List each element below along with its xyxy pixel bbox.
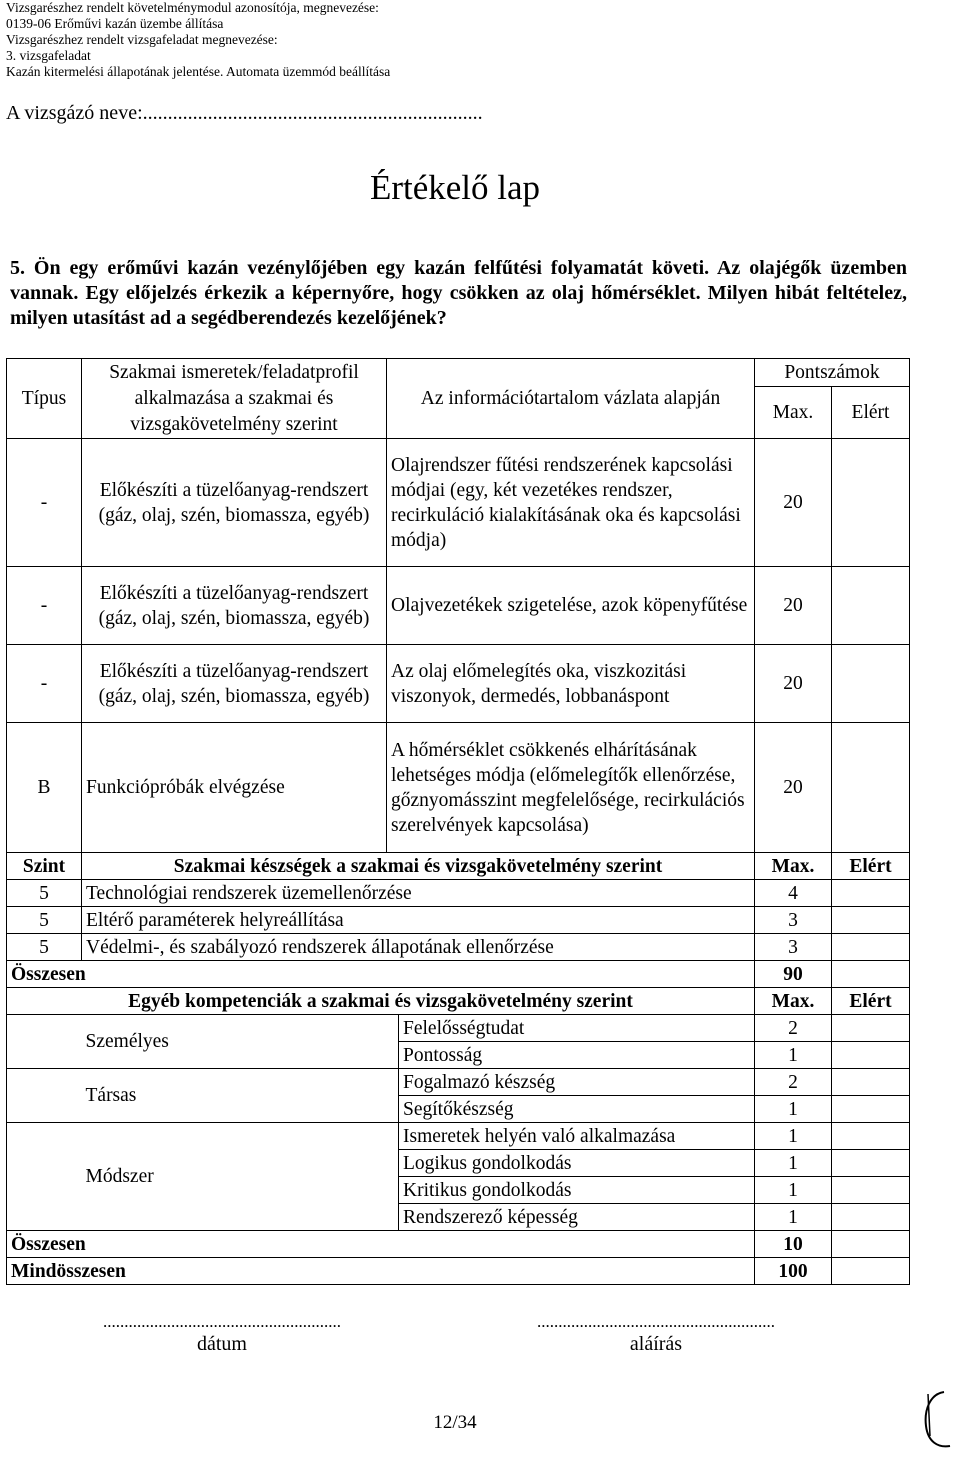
signature-label: aláírás bbox=[629, 1333, 683, 1355]
competency-achieved[interactable] bbox=[832, 1123, 910, 1150]
date-label: dátum bbox=[197, 1333, 247, 1355]
skill-text: Technológiai rendszerek üzemellenőrzése bbox=[82, 880, 755, 907]
evaluation-table bbox=[6, 358, 910, 1285]
competency-group-label: Társas bbox=[82, 1069, 399, 1123]
competency-item: Fogalmazó készség bbox=[399, 1069, 755, 1096]
row-type: - bbox=[7, 567, 82, 645]
row-profile: Előkészíti a tüzelőanyag-rendszert (gáz, olaj, szén, biomassza, egyéb) bbox=[82, 567, 387, 645]
skill-level: 5 bbox=[7, 934, 82, 961]
page-title: Értékelő lap bbox=[369, 168, 541, 207]
col-header-type: Típus bbox=[7, 359, 82, 439]
competency-achieved[interactable] bbox=[832, 1177, 910, 1204]
competency-item: Kritikus gondolkodás bbox=[399, 1177, 755, 1204]
grand-total-achieved[interactable] bbox=[832, 1258, 910, 1285]
col-header-profile: Szakmai ismeretek/feladatprofil alkalmazása a szakmai és vizsgakövetelmény szerint bbox=[82, 359, 387, 439]
skill-text: Védelmi-, és szabályozó rendszerek állapotának ellenőrzése bbox=[82, 934, 755, 961]
row-achieved[interactable] bbox=[832, 567, 910, 645]
skill-achieved[interactable] bbox=[832, 880, 910, 907]
row-profile: Előkészíti a tüzelőanyag-rendszert (gáz, olaj, szén, biomassza, egyéb) bbox=[82, 645, 387, 723]
row-profile: Funkciópróbák elvégzése bbox=[82, 723, 387, 853]
grand-total-max: 100 bbox=[755, 1258, 832, 1285]
subtotal-label: Összesen bbox=[7, 1231, 755, 1258]
candidate-name-field: A vizsgázó neve:.................................................................... bbox=[6, 102, 483, 124]
competency-group-label: Módszer bbox=[82, 1123, 399, 1231]
grand-total-label: Mindösszesen bbox=[7, 1258, 755, 1285]
competency-achieved[interactable] bbox=[832, 1042, 910, 1069]
competency-group-label: Személyes bbox=[82, 1015, 399, 1069]
subtotal-max: 90 bbox=[755, 961, 832, 988]
header-line: Kazán kitermelési állapotának jelentése. Automata üzemmód beállítása bbox=[6, 64, 391, 79]
competency-max: 1 bbox=[755, 1204, 832, 1231]
row-profile: Előkészíti a tüzelőanyag-rendszert (gáz, olaj, szén, biomassza, egyéb) bbox=[82, 439, 387, 567]
col-header-achieved: Elért bbox=[832, 387, 910, 439]
row-info: Olajvezetékek szigetelése, azok köpenyfűtése bbox=[387, 567, 755, 645]
competency-max: 1 bbox=[755, 1042, 832, 1069]
competency-achieved[interactable] bbox=[832, 1015, 910, 1042]
competency-max: 1 bbox=[755, 1123, 832, 1150]
date-line: ........................................................ bbox=[103, 1312, 341, 1331]
competency-max: 1 bbox=[755, 1177, 832, 1204]
skills-header-max: Max. bbox=[755, 853, 832, 880]
row-type: - bbox=[7, 645, 82, 723]
competency-item: Rendszerező képesség bbox=[399, 1204, 755, 1231]
row-achieved[interactable] bbox=[832, 723, 910, 853]
col-header-info: Az információtartalom vázlata alapján bbox=[387, 359, 755, 439]
subtotal-achieved[interactable] bbox=[832, 1231, 910, 1258]
header-line: Vizsgarészhez rendelt követelménymodul azonosítója, megnevezése: bbox=[6, 0, 379, 15]
row-info: Az olaj előmelegítés oka, viszkozitási viszonyok, dermedés, lobbanáspont bbox=[387, 645, 755, 723]
competencies-header-title: Egyéb kompetenciák a szakmai és vizsgakövetelmény szerint bbox=[7, 988, 755, 1015]
header-line: 3. vizsgafeladat bbox=[6, 48, 91, 63]
skill-level: 5 bbox=[7, 907, 82, 934]
skill-max: 3 bbox=[755, 907, 832, 934]
row-achieved[interactable] bbox=[832, 439, 910, 567]
competency-item: Ismeretek helyén való alkalmazása bbox=[399, 1123, 755, 1150]
skill-achieved[interactable] bbox=[832, 934, 910, 961]
row-type: B bbox=[7, 723, 82, 853]
subtotal-achieved[interactable] bbox=[832, 961, 910, 988]
competency-max: 2 bbox=[755, 1015, 832, 1042]
competencies-header-max: Max. bbox=[755, 988, 832, 1015]
col-header-points: Pontszámok bbox=[755, 359, 910, 387]
skill-text: Eltérő paraméterek helyreállítása bbox=[82, 907, 755, 934]
competency-item: Pontosság bbox=[399, 1042, 755, 1069]
competency-achieved[interactable] bbox=[832, 1204, 910, 1231]
row-max: 20 bbox=[755, 645, 832, 723]
row-info: A hőmérséklet csökkenés elhárításának lehetséges módja (előmelegítők ellenőrzése, gőznyomásszint megfelelősége, recirkulációs szerelvények kapcsolása) bbox=[387, 723, 755, 853]
competency-item: Felelősségtudat bbox=[399, 1015, 755, 1042]
subtotal-label: Összesen bbox=[7, 961, 755, 988]
row-achieved[interactable] bbox=[832, 645, 910, 723]
skills-header-achieved: Elért bbox=[832, 853, 910, 880]
row-max: 20 bbox=[755, 567, 832, 645]
row-type: - bbox=[7, 439, 82, 567]
signature-line: ........................................................ bbox=[537, 1312, 775, 1331]
skill-max: 4 bbox=[755, 880, 832, 907]
handwritten-mark bbox=[918, 1386, 956, 1452]
competency-max: 2 bbox=[755, 1069, 832, 1096]
competency-achieved[interactable] bbox=[832, 1096, 910, 1123]
skills-header-level: Szint bbox=[7, 853, 82, 880]
col-header-max: Max. bbox=[755, 387, 832, 439]
skill-max: 3 bbox=[755, 934, 832, 961]
header-line: Vizsgarészhez rendelt vizsgafeladat megnevezése: bbox=[6, 32, 278, 47]
competency-achieved[interactable] bbox=[832, 1069, 910, 1096]
competency-item: Logikus gondolkodás bbox=[399, 1150, 755, 1177]
skill-achieved[interactable] bbox=[832, 907, 910, 934]
subtotal-max: 10 bbox=[755, 1231, 832, 1258]
row-max: 20 bbox=[755, 723, 832, 853]
competency-item: Segítőkészség bbox=[399, 1096, 755, 1123]
competency-max: 1 bbox=[755, 1096, 832, 1123]
competency-achieved[interactable] bbox=[832, 1150, 910, 1177]
page-number: 12/34 bbox=[433, 1412, 477, 1433]
task-question: 5. Ön egy erőművi kazán vezénylőjében egy kazán felfűtési folyamatát követi. Az olajégők üzemben vannak. Egy előjelzés érkezik a képernyőre, hogy csökken az olaj hőmérséklet. Milyen hibát feltételez, milyen utasítást ad a segédberendezés kezelőjének? bbox=[10, 257, 907, 329]
competencies-header-achieved: Elért bbox=[832, 988, 910, 1015]
row-max: 20 bbox=[755, 439, 832, 567]
competency-max: 1 bbox=[755, 1150, 832, 1177]
skills-header-title: Szakmai készségek a szakmai és vizsgakövetelmény szerint bbox=[82, 853, 755, 880]
row-info: Olajrendszer fűtési rendszerének kapcsolási módjai (egy, két vezetékes rendszer, recirkuláció kialakításának oka és kapcsolási módja) bbox=[387, 439, 755, 567]
header-line: 0139-06 Erőművi kazán üzembe állítása bbox=[6, 16, 224, 31]
document-header bbox=[6, 0, 390, 80]
skill-level: 5 bbox=[7, 880, 82, 907]
